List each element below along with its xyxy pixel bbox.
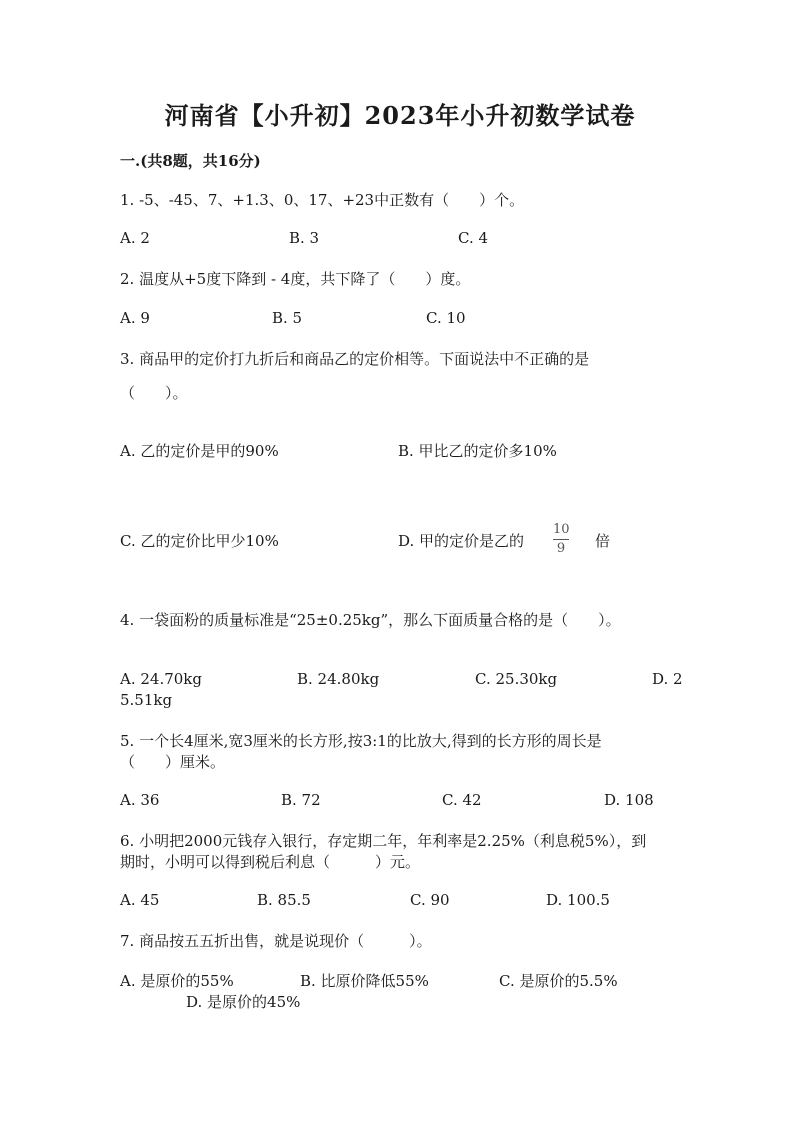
question-2-stem: 2. 温度从+5度下降到 - 4度，共下降了（ ）度。	[120, 270, 471, 288]
section-heading: 一.(共8题，共16分)	[120, 152, 261, 170]
question-7-option-a: A. 是原价的55%	[120, 972, 234, 990]
question-6-option-d: D. 100.5	[546, 891, 610, 909]
fraction-numerator: 10	[553, 522, 570, 537]
question-1-option-b: B. 3	[289, 229, 320, 247]
question-2-option-c: C. 10	[426, 309, 466, 327]
question-1-stem: 1. -5、-45、7、+1.3、0、17、+23中正数有（ ）个。	[120, 191, 525, 209]
question-2-option-a: A. 9	[120, 309, 150, 327]
question-3-option-d-suffix: 倍	[595, 532, 611, 550]
question-6-option-b: B. 85.5	[257, 891, 311, 909]
question-3-option-b: B. 甲比乙的定价多10%	[398, 442, 557, 460]
page-title: 河南省【小升初】2023年小升初数学试卷	[164, 101, 636, 130]
question-4-option-d-wrap: 5.51kg	[120, 691, 173, 709]
question-4-stem: 4. 一袋面粉的质量标准是“25±0.25kg”，那么下面质量合格的是（ ）。	[120, 611, 621, 629]
question-5-option-b: B. 72	[281, 791, 321, 809]
question-1-option-c: C. 4	[458, 229, 489, 247]
question-4-option-c: C. 25.30kg	[475, 670, 558, 688]
question-3-option-c: C. 乙的定价比甲少10%	[120, 532, 279, 550]
question-3-stem-line2: （ ）。	[120, 384, 188, 402]
question-5-stem-line1: 5. 一个长4厘米,宽3厘米的长方形,按3:1的比放大,得到的长方形的周长是	[120, 732, 602, 750]
question-5-stem-line2: （ ）厘米。	[120, 753, 226, 771]
question-6-option-a: A. 45	[120, 891, 160, 909]
question-3-option-a: A. 乙的定价是甲的90%	[120, 442, 279, 460]
question-5-option-d: D. 108	[604, 791, 654, 809]
question-6-option-c: C. 90	[410, 891, 450, 909]
question-4-option-a: A. 24.70kg	[120, 670, 203, 688]
question-4-option-b: B. 24.80kg	[297, 670, 380, 688]
question-5-option-a: A. 36	[120, 791, 160, 809]
question-7-option-b: B. 比原价降低55%	[300, 972, 429, 990]
fraction-denominator: 9	[556, 541, 566, 556]
question-5-option-c: C. 42	[442, 791, 482, 809]
question-1-option-a: A. 2	[120, 229, 150, 247]
fraction-ten-ninths	[553, 522, 569, 557]
question-4-option-d: D. 2	[652, 670, 683, 688]
question-6-stem-line1: 6. 小明把2000元钱存入银行，存定期二年，年利率是2.25%（利息税5%），到	[120, 832, 647, 850]
question-3-option-d: D. 甲的定价是乙的	[398, 532, 525, 550]
question-7-stem: 7. 商品按五五折出售，就是说现价（ ）。	[120, 932, 432, 950]
question-7-option-d: D. 是原价的45%	[186, 993, 301, 1011]
question-6-stem-line2: 期时，小明可以得到税后利息（ ）元。	[120, 853, 421, 871]
fraction-bar	[553, 539, 569, 540]
question-7-option-c: C. 是原价的5.5%	[499, 972, 618, 990]
question-2-option-b: B. 5	[272, 309, 303, 327]
question-3-stem-line1: 3. 商品甲的定价打九折后和商品乙的定价相等。下面说法中不正确的是	[120, 350, 590, 368]
